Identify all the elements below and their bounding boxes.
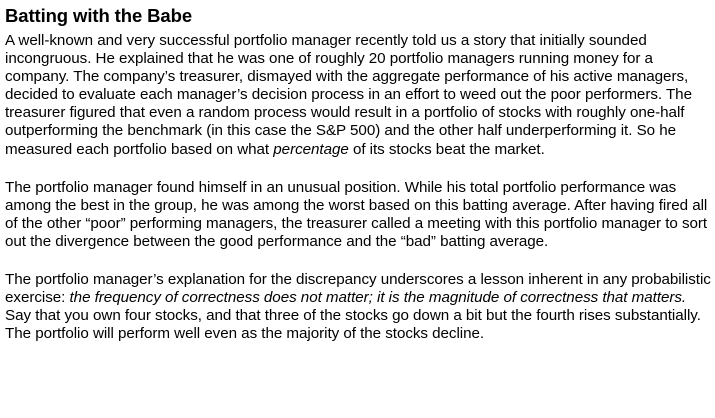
paragraph-1-emphasis: percentage xyxy=(273,140,349,158)
paragraph-2: The portfolio manager found himself in an unusual position. While his total portfolio performance was among the best in the group, he was among the worst based on this batting average. After having fired all of the other “poor” performing managers, the treasurer called a meeting with this portfolio manager to sort out the divergence between the good performance and the “bad” batting average. xyxy=(5,178,708,250)
paragraph-3 xyxy=(5,271,711,343)
article-title: Batting with the Babe xyxy=(5,5,193,26)
paragraph-1-text-b: of its stocks beat the market. xyxy=(348,140,545,158)
paragraph-1 xyxy=(5,32,711,159)
paragraph-3-emphasis: the frequency of correctness does not matter; it is the magnitude of correctness that matters. xyxy=(69,289,687,307)
paragraph-3-text-a: The portfolio manager’s explanation for the discrepancy underscores a lesson inherent in any probabilistic exercise: xyxy=(5,271,711,307)
paragraph-1-text-a: A well-known and very successful portfolio manager recently told us a story that initially sounded incongruous. He explained that he was one of roughly 20 portfolio managers running money for a company. The company’s treasurer, dismayed with the aggregate performance of his active managers, decided to evaluate each manager’s decision process in an effort to weed out the poor performers. The treasurer figured that even a random process would result in a portfolio of stocks with roughly one-half outperforming the benchmark (in this case the S&P 500) and the other half underperforming it. So he measured each portfolio based on what xyxy=(5,32,692,158)
paragraph-3-text-b: Say that you own four stocks, and that three of the stocks go down a bit but the fourth rises substantially. The portfolio will perform well even as the majority of the stocks decline. xyxy=(5,307,701,343)
